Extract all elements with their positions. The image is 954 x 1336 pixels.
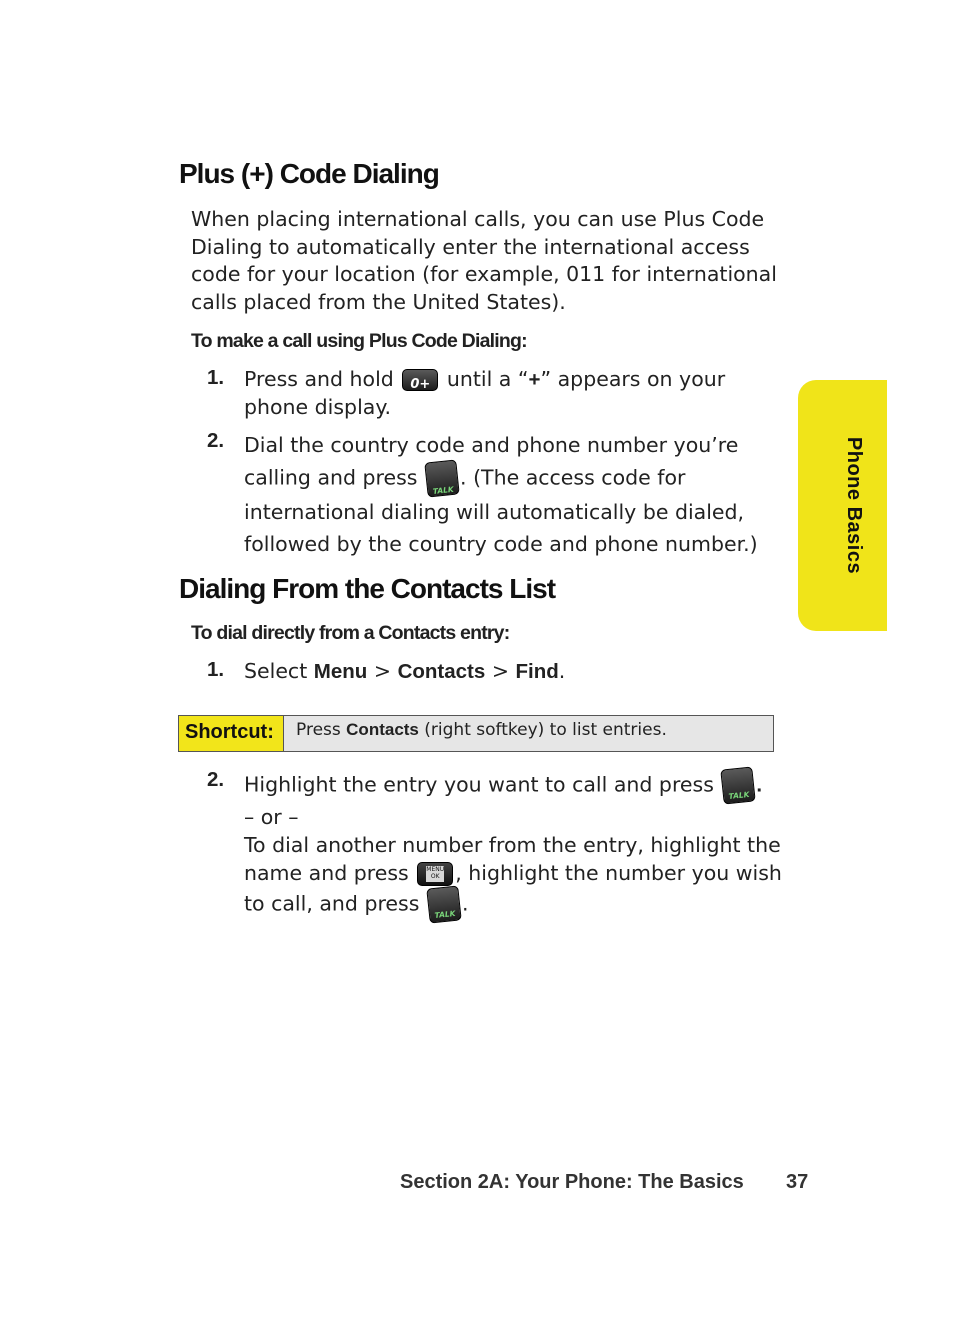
find-label: Find: [515, 660, 559, 683]
shortcut-text: Press Contacts (right softkey) to list entries.: [296, 720, 667, 740]
procedure-heading-plus-code: To make a call using Plus Code Dialing:: [191, 330, 527, 352]
side-tab: [798, 380, 887, 631]
menu-label: Menu: [313, 660, 368, 683]
step-text: . (The access code for international dialing will automatically be dialed, followed by the country code and phone number.): [244, 465, 758, 556]
step-text: until a “: [446, 367, 529, 391]
step-number: 1.: [207, 658, 225, 681]
side-tab-label: Phone Basics: [843, 436, 865, 575]
step-text: ” appears on your phone display.: [244, 367, 726, 419]
contacts-label: Contacts: [397, 660, 486, 683]
period: .: [756, 773, 763, 797]
zero-plus-key-icon: 0+: [402, 369, 438, 391]
menu-ok-key-icon: MENU OK: [417, 862, 453, 886]
step-text: Press and hold: [244, 367, 394, 391]
step-text: Dial the country code and phone number you’re calling and press: [244, 433, 739, 490]
step-number: 2.: [207, 429, 225, 452]
contacts-softkey-label: Contacts: [346, 720, 419, 739]
shortcut-label: Shortcut:: [179, 716, 284, 751]
step-text: Select: [244, 659, 308, 683]
step-number: 1.: [207, 366, 225, 389]
or-divider: – or –: [244, 805, 299, 829]
step-text: , highlight the number you wish to call, and press: [244, 861, 782, 916]
separator: >: [373, 659, 392, 683]
intro-paragraph: When placing international calls, you can use Plus Code Dialing to automatically enter the international access code for your location (for example, 011 for international calls placed from the United States).: [191, 207, 777, 314]
section-heading-contacts: Dialing From the Contacts List: [179, 573, 556, 604]
step-text: To dial another number from the entry, highlight the name and press: [244, 833, 781, 885]
talk-key-icon: TALK: [424, 459, 459, 497]
talk-key-icon: TALK: [721, 766, 756, 804]
plus-sign: +: [528, 368, 541, 391]
section-heading-plus-code: Plus (+) Code Dialing: [179, 158, 439, 189]
period: .: [558, 659, 566, 683]
shortcut-box: [178, 715, 774, 752]
procedure-heading-contacts: To dial directly from a Contacts entry:: [191, 622, 510, 644]
step-text: Highlight the entry you want to call and press: [244, 772, 714, 797]
step-number: 2.: [207, 768, 225, 791]
separator: >: [491, 659, 509, 683]
period: .: [461, 891, 469, 916]
page-number: 37: [786, 1171, 809, 1193]
talk-key-icon: TALK: [426, 885, 461, 923]
footer-section-title: Section 2A: Your Phone: The Basics: [400, 1171, 744, 1193]
